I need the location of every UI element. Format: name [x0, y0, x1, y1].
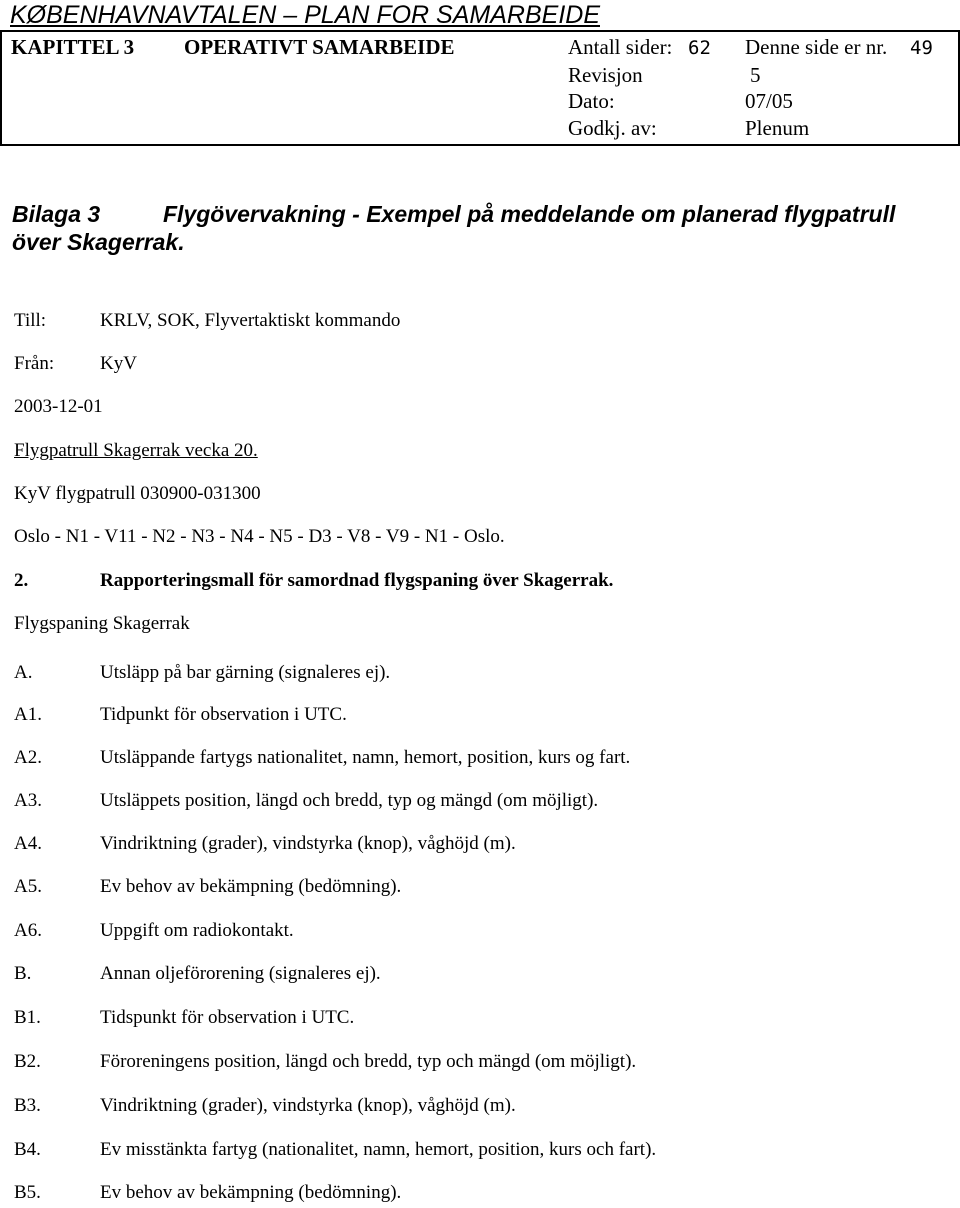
- section-number: 2.: [14, 570, 29, 591]
- item-text: Ev behov av bekämpning (bedömning).: [100, 1182, 402, 1203]
- item-label: A2.: [14, 747, 42, 768]
- item-text: Utsläpp på bar gärning (signaleres ej).: [100, 662, 391, 683]
- item-text: Annan oljeförorening (signaleres ej).: [100, 963, 381, 984]
- section-subtitle: Flygspaning Skagerrak: [14, 613, 190, 634]
- from-value: KyV: [100, 353, 137, 374]
- item-label: A5.: [14, 876, 42, 897]
- message-date: 2003-12-01: [14, 396, 103, 417]
- page-number-label: Denne side er nr.: [745, 35, 888, 59]
- item-text: Tidspunkt för observation i UTC.: [100, 1007, 355, 1028]
- annex-title-continued: över Skagerrak.: [12, 229, 185, 255]
- item-text: Tidpunkt för observation i UTC.: [100, 704, 347, 725]
- revision-value: 5: [750, 63, 761, 87]
- item-text: Ev misstänkta fartyg (nationalitet, namn, hemort, position, kurs och fart).: [100, 1139, 657, 1160]
- annex-title: Flygövervakning - Exempel på meddelande om planerad flygpatrull: [163, 201, 896, 227]
- to-value: KRLV, SOK, Flyvertaktiskt kommando: [100, 310, 401, 331]
- message-subject: Flygpatrull Skagerrak vecka 20.: [14, 440, 258, 461]
- item-text: Vindriktning (grader), vindstyrka (knop), våghöjd (m).: [100, 1095, 516, 1116]
- patrol-line: KyV flygpatrull 030900-031300: [14, 483, 261, 504]
- annex-number: Bilaga 3: [12, 201, 101, 227]
- date-value: 07/05: [745, 89, 793, 113]
- item-text: Uppgift om radiokontakt.: [100, 920, 294, 941]
- item-label: B4.: [14, 1139, 41, 1160]
- pages-label: Antall sider:: [568, 35, 673, 59]
- item-text: Föroreningens position, längd och bredd, typ och mängd (om möjligt).: [100, 1051, 637, 1072]
- item-label: A6.: [14, 920, 42, 941]
- item-text: Utsläppets position, längd och bredd, typ og mängd (om möjligt).: [100, 790, 599, 811]
- to-label: Till:: [14, 310, 47, 331]
- document-header-box: [0, 32, 960, 146]
- item-text: Vindriktning (grader), vindstyrka (knop), våghöjd (m).: [100, 833, 516, 854]
- section-title: Rapporteringsmall för samordnad flygspaning över Skagerrak.: [100, 570, 614, 591]
- item-label: A.: [14, 662, 33, 683]
- item-label: B2.: [14, 1051, 41, 1072]
- date-label: Dato:: [568, 89, 615, 113]
- page-number-value: 49: [910, 37, 933, 59]
- document-title: KØBENHAVNAVTALEN – PLAN FOR SAMARBEIDE: [10, 1, 600, 29]
- pages-value: 62: [688, 37, 711, 59]
- item-text: Ev behov av bekämpning (bedömning).: [100, 876, 402, 897]
- from-label: Från:: [14, 353, 55, 374]
- item-label: A3.: [14, 790, 42, 811]
- item-label: A1.: [14, 704, 42, 725]
- chapter-name: OPERATIVT SAMARBEIDE: [184, 35, 455, 59]
- patrol-route: Oslo - N1 - V11 - N2 - N3 - N4 - N5 - D3 - V8 - V9 - N1 - Oslo.: [14, 526, 505, 547]
- item-label: A4.: [14, 833, 42, 854]
- approved-label: Godkj. av:: [568, 116, 657, 140]
- item-label: B5.: [14, 1182, 41, 1203]
- item-text: Utsläppande fartygs nationalitet, namn, hemort, position, kurs og fart.: [100, 747, 631, 768]
- revision-label: Revisjon: [568, 63, 643, 87]
- approved-value: Plenum: [745, 116, 810, 140]
- item-label: B1.: [14, 1007, 41, 1028]
- item-label: B.: [14, 963, 32, 984]
- chapter-number: KAPITTEL 3: [11, 35, 135, 59]
- item-label: B3.: [14, 1095, 41, 1116]
